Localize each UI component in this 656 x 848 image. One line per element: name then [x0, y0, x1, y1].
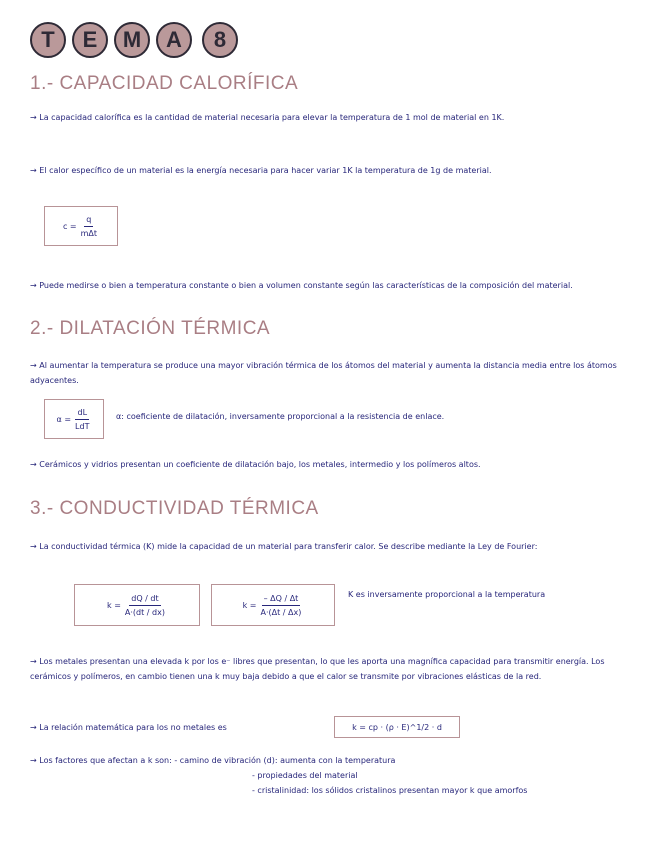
title-number-8: 8	[202, 22, 238, 58]
title-letter-a: A	[156, 22, 192, 58]
formula-denominator: LdT	[75, 421, 90, 431]
formula-numerator: – ΔQ / Δt	[262, 592, 301, 606]
heading-dilatacion-termica: 2.- DILATACIÓN TÉRMICA	[30, 318, 271, 339]
factor-propiedades: - propiedades del material	[252, 771, 358, 780]
formula-fraction	[123, 592, 167, 619]
formula-denominator: A·(Δt / Δx)	[260, 607, 302, 617]
formula-fraction	[79, 213, 99, 240]
title-letter-t: T	[30, 22, 66, 58]
paragraph-dilatacion: → Al aumentar la temperatura se produce una mayor vibración térmica de los átomos del material y aumenta la distancia media entre los átomos adyacentes.	[30, 361, 617, 385]
title-letter-m: M	[114, 22, 150, 58]
formula-lhs: c =	[62, 221, 77, 231]
formula-numerator: dL	[75, 406, 89, 420]
paragraph-conductividad: → La conductividad térmica (K) mide la capacidad de un material para transferir calor. Se describe mediante la Ley de Fourier:	[30, 542, 538, 551]
title-letter-e: E	[72, 22, 108, 58]
title-badges	[30, 22, 238, 58]
formula-box-calor-especifico	[44, 206, 118, 246]
formula-box-dilatacion	[44, 399, 104, 439]
formula-numerator: q	[84, 213, 93, 227]
paragraph-capacidad-calorifica: → La capacidad calorífica es la cantidad de material necesaria para elevar la temperatura de 1 mol de material en 1K.	[30, 113, 505, 122]
paragraph-relacion-no-metales: → La relación matemática para los no metales es	[30, 723, 227, 732]
formula-lhs: k =	[242, 600, 257, 610]
formula-box-fourier-2	[211, 584, 335, 626]
formula-lhs: α =	[56, 414, 72, 424]
note-coeficiente-dilatacion: α: coeficiente de dilatación, inversamente proporcional a la resistencia de enlace.	[116, 412, 445, 421]
relation-formula: k = cp · (ρ · E)^1/2 · d	[352, 722, 442, 732]
paragraph-medicion: → Puede medirse o bien a temperatura constante o bien a volumen constante según las características de la composición del material.	[30, 281, 573, 290]
relation-box	[334, 716, 460, 738]
heading-capacidad-calorifica: 1.- CAPACIDAD CALORÍFICA	[30, 73, 299, 94]
formula-denominator: mΔt	[80, 228, 98, 238]
paragraph-metales-ceramicos: → Los metales presentan una elevada k por los e⁻ libres que presentan, lo que les aporta una magnífica capacidad para transmitir energía. Los cerámicos y polímeros, en cambio tienen una k muy baja debido a que el calor se transmite por vibraciones elásticas de la red.	[30, 657, 605, 681]
paragraph-factores: → Los factores que afectan a k son: - camino de vibración (d): aumenta con la temperatura	[30, 756, 396, 765]
formula-numerator: dQ / dt	[129, 592, 160, 606]
formula-fraction	[259, 592, 304, 619]
formula-box-fourier-1	[74, 584, 200, 626]
note-k-temperatura: K es inversamente proporcional a la temperatura	[348, 590, 546, 599]
paragraph-ceramicos-vidrios: → Cerámicos y vidrios presentan un coeficiente de dilatación bajo, los metales, intermedio y los polímeros altos.	[30, 460, 481, 469]
factor-cristalinidad: - cristalinidad: los sólidos cristalinos presentan mayor k que amorfos	[252, 786, 528, 795]
heading-conductividad-termica: 3.- CONDUCTIVIDAD TÉRMICA	[30, 498, 319, 519]
formula-fraction	[73, 406, 91, 433]
formula-lhs: k =	[107, 600, 121, 610]
paragraph-calor-especifico: → El calor específico de un material es la energía necesaria para hacer variar 1K la temperatura de 1g de material.	[30, 166, 492, 175]
formula-denominator: A·(dt / dx)	[124, 607, 165, 617]
